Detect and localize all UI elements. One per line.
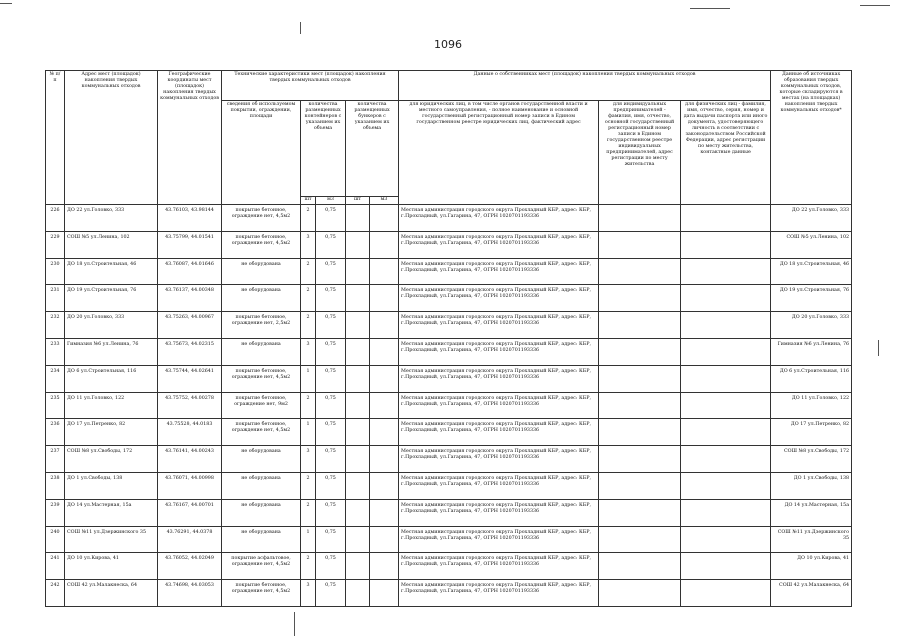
cell-owner-entrepreneur	[599, 338, 681, 365]
cell-coordinates: 43.75528, 44.0183	[158, 419, 222, 446]
cell-owner-entrepreneur	[599, 205, 681, 232]
cell-coordinates: 43.76087, 44.01646	[158, 258, 222, 285]
cell-owner-entrepreneur	[599, 446, 681, 473]
cell-source: ДО 19 ул.Строительная, 76	[771, 285, 852, 312]
cell-bunker-count	[346, 472, 370, 499]
header-address: Адрес мест (площадок) накопления твердых коммунальных отходов	[65, 71, 158, 205]
cell-source: ДО 18 ул.Строительная, 46	[771, 258, 852, 285]
table-row	[46, 580, 852, 607]
cell-address: ДО 18 ул.Строительная, 46	[65, 258, 158, 285]
cell-bunker-count	[346, 205, 370, 232]
cell-container-count: 3	[301, 338, 316, 365]
cell-bunker-volume	[370, 580, 399, 607]
cell-bunker-volume	[370, 419, 399, 446]
cell-container-volume: 0,75	[316, 258, 346, 285]
cell-coordinates: 43.75263, 44.00967	[158, 312, 222, 339]
cell-bunker-count	[346, 526, 370, 553]
cell-address: ДО 6 ул.Строительная, 116	[65, 365, 158, 392]
cell-bunker-count	[346, 392, 370, 419]
cell-owner-individual	[681, 580, 771, 607]
cell-surface: не оборудована	[222, 258, 301, 285]
cell-container-count: 3	[301, 231, 316, 258]
cell-source: СОШ №8 ул.Свободы, 172	[771, 446, 852, 473]
cell-num: 230	[46, 258, 65, 285]
cell-source: Гимназия №6 ул.Ленина, 76	[771, 338, 852, 365]
cell-coordinates: 43.76071, 44.00998	[158, 472, 222, 499]
header-tech: Технические характеристики мест (площадок) накопления твердых коммунальных отходов	[222, 71, 399, 101]
cell-num: 237	[46, 446, 65, 473]
cell-coordinates: 43.76137, 44.00348	[158, 285, 222, 312]
cell-bunker-count	[346, 419, 370, 446]
cell-container-count: 1	[301, 526, 316, 553]
cell-address: СОШ №11 ул.Дзержинского 35	[65, 526, 158, 553]
cell-source: ДО 10 ул.Кирова, 41	[771, 553, 852, 580]
cell-owner-legal: Местная администрация городского округа Прохладный КБР, адрес: КБР, г.Прохладный, ул.Гагарина, 47, ОГРН 1020701193336	[399, 580, 599, 607]
header-num: № п/п	[46, 71, 65, 205]
scan-mark-top-left	[0, 3, 12, 4]
header-sources: Данные об источниках образования твердых коммунальных отходов, которые складируются в местах (на площадках) накопления твердых коммунальных отходов*	[771, 71, 852, 205]
cell-owner-legal: Местная администрация городского округа Прохладный КБР, адрес: КБР, г.Прохладный, ул.Гагарина, 47, ОГРН 1020701193336	[399, 338, 599, 365]
table-row	[46, 365, 852, 392]
table-row	[46, 205, 852, 232]
cell-owner-individual	[681, 338, 771, 365]
cell-address: СОШ №8 ул.Свободы, 172	[65, 446, 158, 473]
cell-owner-individual	[681, 205, 771, 232]
cell-container-count: 2	[301, 258, 316, 285]
table-row	[46, 472, 852, 499]
cell-surface: покрытие бетонное, ограждение нет, 4,5м2	[222, 231, 301, 258]
cell-container-volume: 0,75	[316, 231, 346, 258]
scan-mark-side-right	[878, 340, 879, 356]
cell-owner-legal: Местная администрация городского округа Прохладный КБР, адрес: КБР, г.Прохладный, ул.Гагарина, 47, ОГРН 1020701193336	[399, 526, 599, 553]
cell-owner-legal: Местная администрация городского округа Прохладный КБР, адрес: КБР, г.Прохладный, ул.Гагарина, 47, ОГРН 1020701193336	[399, 231, 599, 258]
cell-coordinates: 43.75744, 44.02641	[158, 365, 222, 392]
table-row	[46, 499, 852, 526]
cell-bunker-volume	[370, 472, 399, 499]
cell-coordinates: 43.76291, 44.0378	[158, 526, 222, 553]
cell-source: ДО 14 ул.Мастерная, 15а	[771, 499, 852, 526]
cell-owner-legal: Местная администрация городского округа Прохладный КБР, адрес: КБР, г.Прохладный, ул.Гагарина, 47, ОГРН 1020701193336	[399, 365, 599, 392]
cell-num: 239	[46, 499, 65, 526]
cell-container-volume: 0,75	[316, 580, 346, 607]
cell-owner-entrepreneur	[599, 526, 681, 553]
cell-owner-individual	[681, 258, 771, 285]
cell-container-volume: 0,75	[316, 499, 346, 526]
cell-owner-entrepreneur	[599, 499, 681, 526]
cell-container-volume: 0,75	[316, 312, 346, 339]
cell-bunker-volume	[370, 526, 399, 553]
cell-container-volume: 0,75	[316, 472, 346, 499]
cell-surface: покрытие бетонное, ограждение нет, 2,5м2	[222, 312, 301, 339]
cell-num: 240	[46, 526, 65, 553]
cell-coordinates: 43.76167, 44.00701	[158, 499, 222, 526]
cell-owner-entrepreneur	[599, 231, 681, 258]
cell-container-count: 2	[301, 285, 316, 312]
cell-owner-legal: Местная администрация городского округа Прохладный КБР, адрес: КБР, г.Прохладный, ул.Гагарина, 47, ОГРН 1020701193336	[399, 258, 599, 285]
cell-bunker-volume	[370, 392, 399, 419]
cell-container-count: 2	[301, 499, 316, 526]
cell-container-volume: 0,75	[316, 338, 346, 365]
cell-bunker-count	[346, 553, 370, 580]
cell-num: 231	[46, 285, 65, 312]
cell-owner-legal: Местная администрация городского округа Прохладный КБР, адрес: КБР, г.Прохладный, ул.Гагарина, 47, ОГРН 1020701193336	[399, 205, 599, 232]
cell-surface: покрытие бетонное, ограждение нет, 4,5м2	[222, 205, 301, 232]
cell-owner-legal: Местная администрация городского округа Прохладный КБР, адрес: КБР, г.Прохладный, ул.Гагарина, 47, ОГРН 1020701193336	[399, 285, 599, 312]
cell-container-count: 2	[301, 472, 316, 499]
table-row	[46, 553, 852, 580]
cell-container-count: 2	[301, 553, 316, 580]
cell-surface: покрытие бетонное, ограждение нет, 9м2	[222, 392, 301, 419]
cell-surface: покрытие асфальтовое, ограждение нет, 4,5м2	[222, 553, 301, 580]
cell-bunker-count	[346, 312, 370, 339]
cell-num: 226	[46, 205, 65, 232]
cell-owner-individual	[681, 392, 771, 419]
cell-owner-legal: Местная администрация городского округа Прохладный КБР, адрес: КБР, г.Прохладный, ул.Гагарина, 47, ОГРН 1020701193336	[399, 499, 599, 526]
header-containers: количества размещенных контейнеров с указанием их объема	[301, 101, 346, 197]
cell-source: ДО 17 ул.Петренко, 82	[771, 419, 852, 446]
cell-bunker-volume	[370, 205, 399, 232]
cell-owner-entrepreneur	[599, 258, 681, 285]
cell-owner-entrepreneur	[599, 365, 681, 392]
cell-source: СОШ №5 ул.Ленина, 102	[771, 231, 852, 258]
cell-container-count: 2	[301, 312, 316, 339]
cell-coordinates: 43.76052, 44.02049	[158, 553, 222, 580]
cell-source: ДО 11 ул.Головко, 122	[771, 392, 852, 419]
cell-bunker-volume	[370, 338, 399, 365]
cell-address: ДО 22 ул.Головко, 333	[65, 205, 158, 232]
table-row	[46, 526, 852, 553]
cell-container-count: 1	[301, 365, 316, 392]
cell-bunker-volume	[370, 553, 399, 580]
cell-container-volume: 0,75	[316, 365, 346, 392]
cell-bunker-volume	[370, 312, 399, 339]
cell-address: ДО 20 ул.Головко, 333	[65, 312, 158, 339]
cell-bunker-count	[346, 580, 370, 607]
table-row	[46, 285, 852, 312]
cell-owner-individual	[681, 499, 771, 526]
header-surface: сведения об используемом покрытии, ограждении, площади	[222, 101, 301, 205]
cell-address: ДО 1 ул.Свободы, 138	[65, 472, 158, 499]
page-number: 1096	[434, 38, 462, 51]
cell-num: 241	[46, 553, 65, 580]
waste-sites-table	[45, 70, 852, 607]
unit-containers-pcs: шт	[301, 197, 316, 205]
cell-container-volume: 0,75	[316, 446, 346, 473]
unit-containers-m3: м3	[316, 197, 346, 205]
cell-container-volume: 0,75	[316, 392, 346, 419]
scan-mark-bottom-center	[294, 612, 295, 636]
cell-bunker-count	[346, 446, 370, 473]
table-row	[46, 312, 852, 339]
cell-num: 234	[46, 365, 65, 392]
header-bunkers: количества размещенных бункеров с указанием их объема	[346, 101, 399, 197]
cell-address: ДО 19 ул.Строительная, 76	[65, 285, 158, 312]
cell-address: СОШ №5 ул.Ленина, 102	[65, 231, 158, 258]
cell-owner-entrepreneur	[599, 392, 681, 419]
header-entrepreneur: для индивидуальных предпринимателей - фамилия, имя, отчество, основной государственный регистрационный номер записи в Едином государственном реестре индивидуальных предпринимателей, адрес регистрации по месту жительства	[599, 101, 681, 205]
cell-owner-individual	[681, 553, 771, 580]
scan-mark-top-right-2	[690, 8, 730, 9]
cell-container-count: 2	[301, 205, 316, 232]
cell-owner-individual	[681, 231, 771, 258]
unit-bunkers-pcs: шт	[346, 197, 370, 205]
cell-owner-legal: Местная администрация городского округа Прохладный КБР, адрес: КБР, г.Прохладный, ул.Гагарина, 47, ОГРН 1020701193336	[399, 419, 599, 446]
cell-coordinates: 43.75673, 44.02315	[158, 338, 222, 365]
cell-owner-legal: Местная администрация городского округа Прохладный КБР, адрес: КБР, г.Прохладный, ул.Гагарина, 47, ОГРН 1020701193336	[399, 472, 599, 499]
cell-coordinates: 43.75752, 44.00278	[158, 392, 222, 419]
cell-surface: не оборудована	[222, 499, 301, 526]
cell-owner-entrepreneur	[599, 285, 681, 312]
cell-address: ДО 10 ул.Кирова, 41	[65, 553, 158, 580]
cell-coordinates: 43.76103, 43.98144	[158, 205, 222, 232]
table-row	[46, 446, 852, 473]
cell-coordinates: 43.75799, 44.01541	[158, 231, 222, 258]
cell-source: ДО 1 ул.Свободы, 138	[771, 472, 852, 499]
cell-owner-legal: Местная администрация городского округа Прохладный КБР, адрес: КБР, г.Прохладный, ул.Гагарина, 47, ОГРН 1020701193336	[399, 312, 599, 339]
cell-owner-legal: Местная администрация городского округа Прохладный КБР, адрес: КБР, г.Прохладный, ул.Гагарина, 47, ОГРН 1020701193336	[399, 553, 599, 580]
cell-bunker-volume	[370, 285, 399, 312]
cell-container-count: 3	[301, 446, 316, 473]
cell-owner-individual	[681, 446, 771, 473]
cell-owner-entrepreneur	[599, 472, 681, 499]
cell-bunker-volume	[370, 499, 399, 526]
cell-bunker-volume	[370, 258, 399, 285]
cell-num: 229	[46, 231, 65, 258]
unit-bunkers-m3: м3	[370, 197, 399, 205]
table-row	[46, 338, 852, 365]
cell-bunker-count	[346, 285, 370, 312]
cell-surface: не оборудована	[222, 446, 301, 473]
cell-owner-entrepreneur	[599, 312, 681, 339]
cell-container-volume: 0,75	[316, 526, 346, 553]
cell-address: ДО 14 ул.Мастерная, 15а	[65, 499, 158, 526]
cell-surface: не оборудована	[222, 526, 301, 553]
cell-surface: покрытие бетонное, ограждение нет, 4,5м2	[222, 419, 301, 446]
header-legal: для юридических лиц, в том числе органов государственной власти и местного самоуправления, - полное наименование и основной государственный регистрационный номер записи в Едином государственном реестре юридических лиц, фактический адрес	[399, 101, 599, 205]
cell-owner-individual	[681, 472, 771, 499]
cell-owner-individual	[681, 365, 771, 392]
cell-source: ДО 22 ул.Головко, 333	[771, 205, 852, 232]
cell-owner-individual	[681, 312, 771, 339]
header-individual: для физических лиц - фамилия, имя, отчество, серия, номер и дата выдачи паспорта или иного документа, удостоверяющего личность в соответствии с законодательством Российской Федерации, адрес регистрации по месту жительства, контактные данные	[681, 101, 771, 205]
table-row	[46, 258, 852, 285]
cell-bunker-count	[346, 499, 370, 526]
cell-num: 233	[46, 338, 65, 365]
scan-mark-top-center	[300, 22, 301, 34]
cell-source: СОШ №11 ул.Дзержинского 35	[771, 526, 852, 553]
cell-bunker-count	[346, 231, 370, 258]
table-row	[46, 392, 852, 419]
header-owner: Данные о собственниках мест (площадок) накопления твердых коммунальных отходов	[399, 71, 771, 101]
cell-owner-individual	[681, 419, 771, 446]
cell-num: 242	[46, 580, 65, 607]
cell-owner-entrepreneur	[599, 580, 681, 607]
cell-surface: не оборудована	[222, 285, 301, 312]
cell-bunker-volume	[370, 446, 399, 473]
table-row	[46, 419, 852, 446]
cell-container-count: 3	[301, 580, 316, 607]
cell-container-count: 2	[301, 392, 316, 419]
cell-address: ДО 17 ул.Петренко, 82	[65, 419, 158, 446]
cell-surface: не оборудована	[222, 338, 301, 365]
cell-owner-individual	[681, 285, 771, 312]
cell-bunker-count	[346, 365, 370, 392]
cell-container-count: 1	[301, 419, 316, 446]
cell-owner-legal: Местная администрация городского округа Прохладный КБР, адрес: КБР, г.Прохладный, ул.Гагарина, 47, ОГРН 1020701193336	[399, 446, 599, 473]
scan-mark-top-right-1	[860, 5, 890, 6]
cell-coordinates: 43.74698, 44.03053	[158, 580, 222, 607]
cell-owner-legal: Местная администрация городского округа Прохладный КБР, адрес: КБР, г.Прохладный, ул.Гагарина, 47, ОГРН 1020701193336	[399, 392, 599, 419]
cell-address: Гимназия №6 ул.Ленина, 76	[65, 338, 158, 365]
cell-coordinates: 43.76141, 44.00243	[158, 446, 222, 473]
cell-num: 232	[46, 312, 65, 339]
cell-owner-entrepreneur	[599, 419, 681, 446]
cell-bunker-volume	[370, 231, 399, 258]
cell-owner-individual	[681, 526, 771, 553]
cell-source: СОШ 42 ул.Малакнеска, 64	[771, 580, 852, 607]
cell-address: ДО 11 ул.Головко, 122	[65, 392, 158, 419]
cell-bunker-count	[346, 338, 370, 365]
header-coordinates: Географические координаты мест (площадок) накопления твердых коммунальных отходов	[158, 71, 222, 205]
table-row	[46, 231, 852, 258]
cell-source: ДО 20 ул.Головко, 333	[771, 312, 852, 339]
cell-source: ДО 6 ул.Строительная, 116	[771, 365, 852, 392]
cell-bunker-count	[346, 258, 370, 285]
cell-bunker-volume	[370, 365, 399, 392]
cell-container-volume: 0,75	[316, 205, 346, 232]
cell-surface: покрытие бетонное, ограждение нет, 4,5м2	[222, 580, 301, 607]
cell-address: СОШ 42 ул.Малакнеска, 64	[65, 580, 158, 607]
cell-surface: покрытие бетонное, ограждение нет, 4,5м2	[222, 365, 301, 392]
cell-container-volume: 0,75	[316, 419, 346, 446]
cell-container-volume: 0,75	[316, 285, 346, 312]
cell-num: 236	[46, 419, 65, 446]
cell-num: 238	[46, 472, 65, 499]
cell-num: 235	[46, 392, 65, 419]
cell-surface: не оборудована	[222, 472, 301, 499]
cell-owner-entrepreneur	[599, 553, 681, 580]
cell-container-volume: 0,75	[316, 553, 346, 580]
